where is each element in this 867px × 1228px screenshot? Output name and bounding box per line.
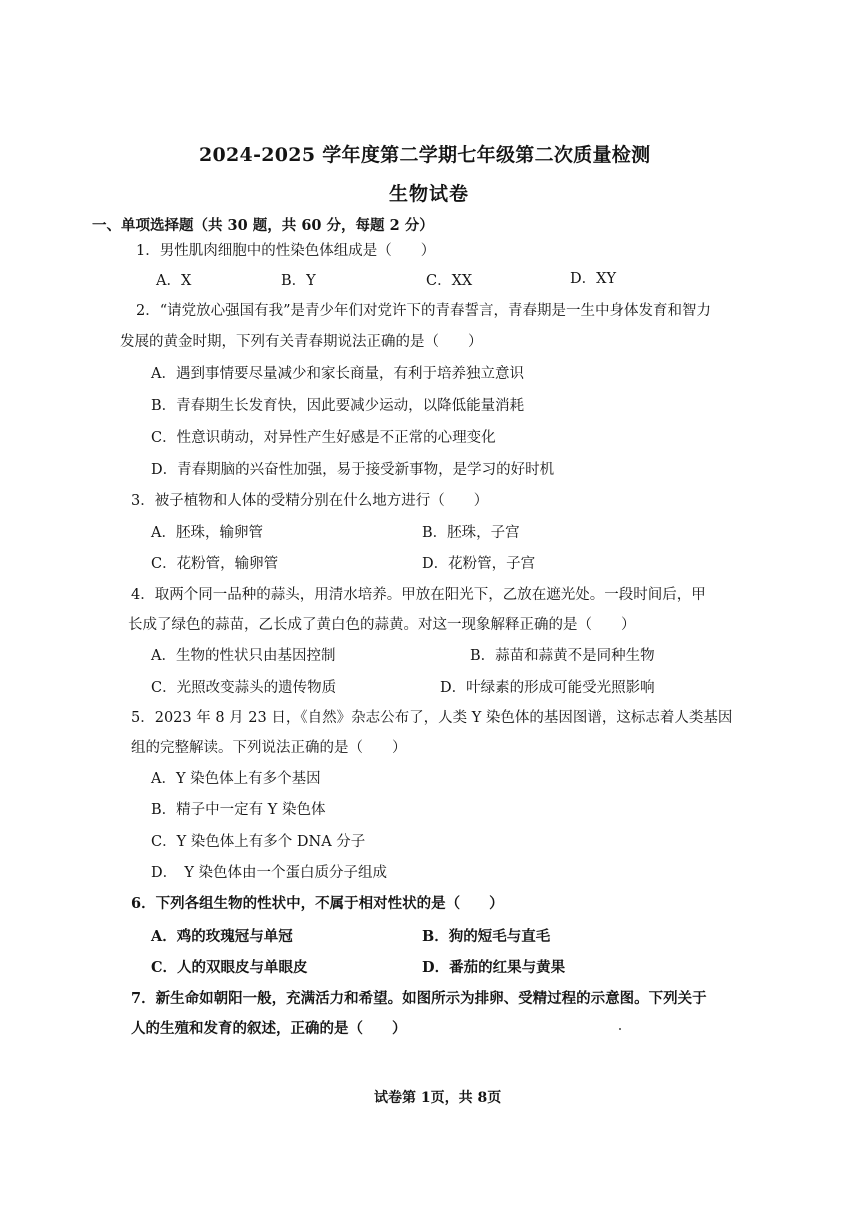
question-5-option-c: C．Y 染色体上有多个 DNA 分子 <box>151 834 366 850</box>
question-6-option-d: D．番茄的红果与黄果 <box>422 959 566 976</box>
question-7-stem-line-1: 7．新生命如朝阳一般，充满活力和希望。如图所示为排卵、受精过程的示意图。下列关于 <box>131 990 707 1007</box>
question-4-stem-line-1: 4．取两个同一品种的蒜头，用清水培养。甲放在阳光下，乙放在遮光处。一段时间后，甲 <box>131 587 706 603</box>
question-5-stem-line-1: 5．2023 年 8 月 23 日，《自然》杂志公布了，人类 Y 染色体的基因图谱，这标志着人类基因 <box>131 710 733 726</box>
question-6-option-a: A．鸡的玫瑰冠与单冠 <box>151 928 293 945</box>
exam-title: 2024-2025 学年度第二学期七年级第二次质量检测 <box>199 144 651 166</box>
question-2-option-a: A．遇到事情要尽量减少和家长商量，有利于培养独立意识 <box>151 366 524 382</box>
question-4-stem-line-2: 长成了绿色的蒜苗，乙长成了黄白色的蒜黄。对这一现象解释正确的是（ ） <box>128 617 636 633</box>
question-4-option-d: D．叶绿素的形成可能受光照影响 <box>440 680 655 696</box>
question-2-option-c: C．性意识萌动，对异性产生好感是不正常的心理变化 <box>151 430 496 446</box>
question-6-stem: 6．下列各组生物的性状中，不属于相对性状的是（ ） <box>131 895 504 912</box>
question-7-stem-line-2: 人的生殖和发育的叙述，正确的是（ ） <box>131 1020 407 1037</box>
section-heading: 一、单项选择题（共 30 题，共 60 分，每题 2 分） <box>92 217 434 234</box>
question-5-option-a: A．Y 染色体上有多个基因 <box>151 771 321 787</box>
question-6-option-b: B．狗的短毛与直毛 <box>422 928 551 945</box>
question-2-stem-line-2: 发展的黄金时期，下列有关青春期说法正确的是（ ） <box>120 334 483 350</box>
question-3-option-b: B．胚珠，子宫 <box>422 525 520 541</box>
question-4-option-a: A．生物的性状只由基因控制 <box>151 648 336 664</box>
question-5-option-b: B．精子中一定有 Y 染色体 <box>151 802 326 818</box>
question-3-option-d: D．花粉管，子宫 <box>422 556 536 572</box>
question-1-option-a: A．X <box>156 273 192 289</box>
question-4-option-b: B．蒜苗和蒜黄不是同种生物 <box>470 648 655 664</box>
question-2-option-b: B．青春期生长发育快，因此要减少运动，以降低能量消耗 <box>151 398 525 414</box>
exam-subtitle: 生物试卷 <box>389 183 470 205</box>
question-2-option-d: D．青春期脑的兴奋性加强，易于接受新事物，是学习的好时机 <box>151 462 555 478</box>
question-5-option-d: D． Y 染色体由一个蛋白质分子组成 <box>151 865 388 881</box>
question-4-option-c: C．光照改变蒜头的遗传物质 <box>151 680 337 696</box>
question-1-option-d: D．XY <box>570 271 617 287</box>
question-6-option-c: C．人的双眼皮与单眼皮 <box>151 959 308 976</box>
question-3-option-a: A．胚珠，输卵管 <box>151 525 263 541</box>
page-number-footer: 试卷第 1页，共 8页 <box>374 1090 502 1106</box>
question-1-option-c: C．XX <box>426 273 473 289</box>
question-3-option-c: C．花粉管，输卵管 <box>151 556 279 572</box>
question-2-stem-line-1: 2．“请党放心强国有我”是青少年们对党许下的青春誓言，青春期是一生中身体发育和智力 <box>136 303 712 319</box>
question-5-stem-line-2: 组的完整解读。下列说法正确的是（ ） <box>131 740 407 756</box>
scan-speck <box>619 1028 621 1030</box>
question-1-stem: 1．男性肌肉细胞中的性染色体组成是（ ） <box>136 243 436 259</box>
question-3-stem: 3．被子植物和人体的受精分别在什么地方进行（ ） <box>131 493 489 509</box>
question-1-option-b: B．Y <box>281 273 316 289</box>
